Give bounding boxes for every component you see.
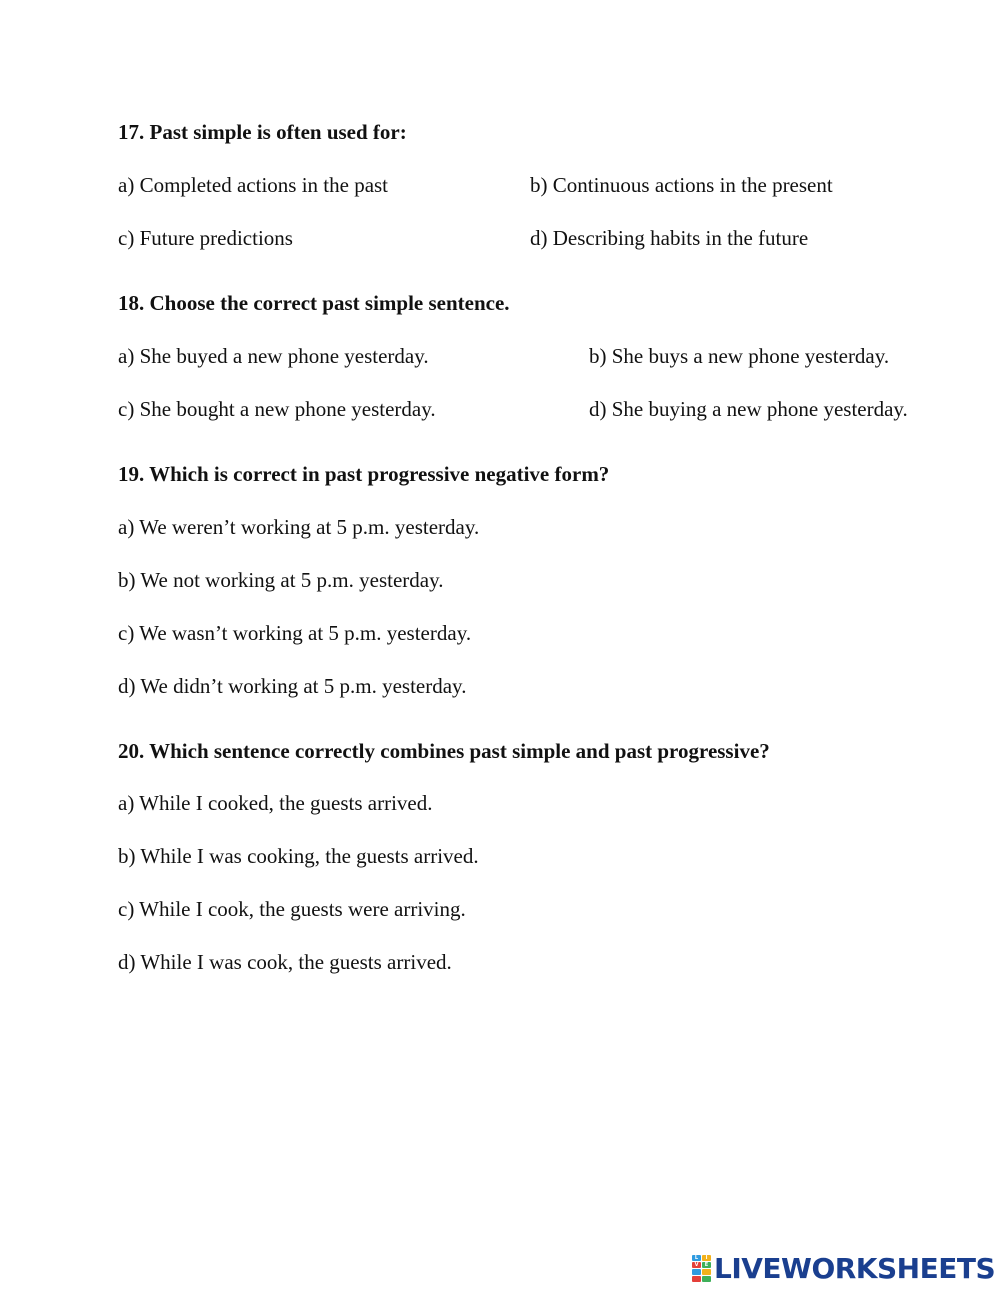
question-20-title: 20. Which sentence correctly combines past simple and past progressive? (118, 739, 770, 763)
question-19-title: 19. Which is correct in past progressive negative form? (118, 462, 610, 486)
question-18-option-a[interactable]: a) She buyed a new phone yesterday. (118, 344, 429, 368)
logo-block-extra-1 (692, 1269, 701, 1275)
logo-block-i: I (702, 1255, 711, 1261)
question-17-option-d[interactable]: d) Describing habits in the future (530, 226, 809, 250)
logo-block-v: V (692, 1262, 701, 1268)
question-20-option-c[interactable]: c) While I cook, the guests were arriving. (118, 897, 466, 921)
logo-block-extra-2 (702, 1269, 711, 1275)
question-17-option-a[interactable]: a) Completed actions in the past (118, 173, 389, 197)
question-18-option-c[interactable]: c) She bought a new phone yesterday. (118, 397, 436, 421)
question-18-option-d[interactable]: d) She buying a new phone yesterday. (589, 397, 908, 421)
logo-block-l: L (692, 1255, 701, 1261)
liveworksheets-logo-text: LIVEWORKSHEETS (714, 1252, 996, 1285)
liveworksheets-logo-icon (692, 1255, 712, 1283)
liveworksheets-logo (692, 1253, 995, 1285)
question-19-option-b[interactable]: b) We not working at 5 p.m. yesterday. (118, 568, 444, 592)
question-17-title: 17. Past simple is often used for: (118, 120, 407, 144)
logo-block-extra-3 (692, 1276, 701, 1282)
logo-block-extra-4 (702, 1276, 711, 1282)
question-18-option-b[interactable]: b) She buys a new phone yesterday. (589, 344, 890, 368)
question-19-option-d[interactable]: d) We didn’t working at 5 p.m. yesterday. (118, 674, 467, 698)
question-17-option-b[interactable]: b) Continuous actions in the present (530, 173, 833, 197)
question-18-title: 18. Choose the correct past simple sentence. (118, 291, 510, 315)
logo-block-e: E (702, 1262, 711, 1268)
question-19-option-c[interactable]: c) We wasn’t working at 5 p.m. yesterday. (118, 621, 472, 645)
question-20-option-d[interactable]: d) While I was cook, the guests arrived. (118, 950, 452, 974)
question-19-option-a[interactable]: a) We weren’t working at 5 p.m. yesterday. (118, 515, 480, 539)
question-20-option-a[interactable]: a) While I cooked, the guests arrived. (118, 791, 433, 815)
question-17-option-c[interactable]: c) Future predictions (118, 226, 293, 250)
question-20-option-b[interactable]: b) While I was cooking, the guests arrived. (118, 844, 479, 868)
